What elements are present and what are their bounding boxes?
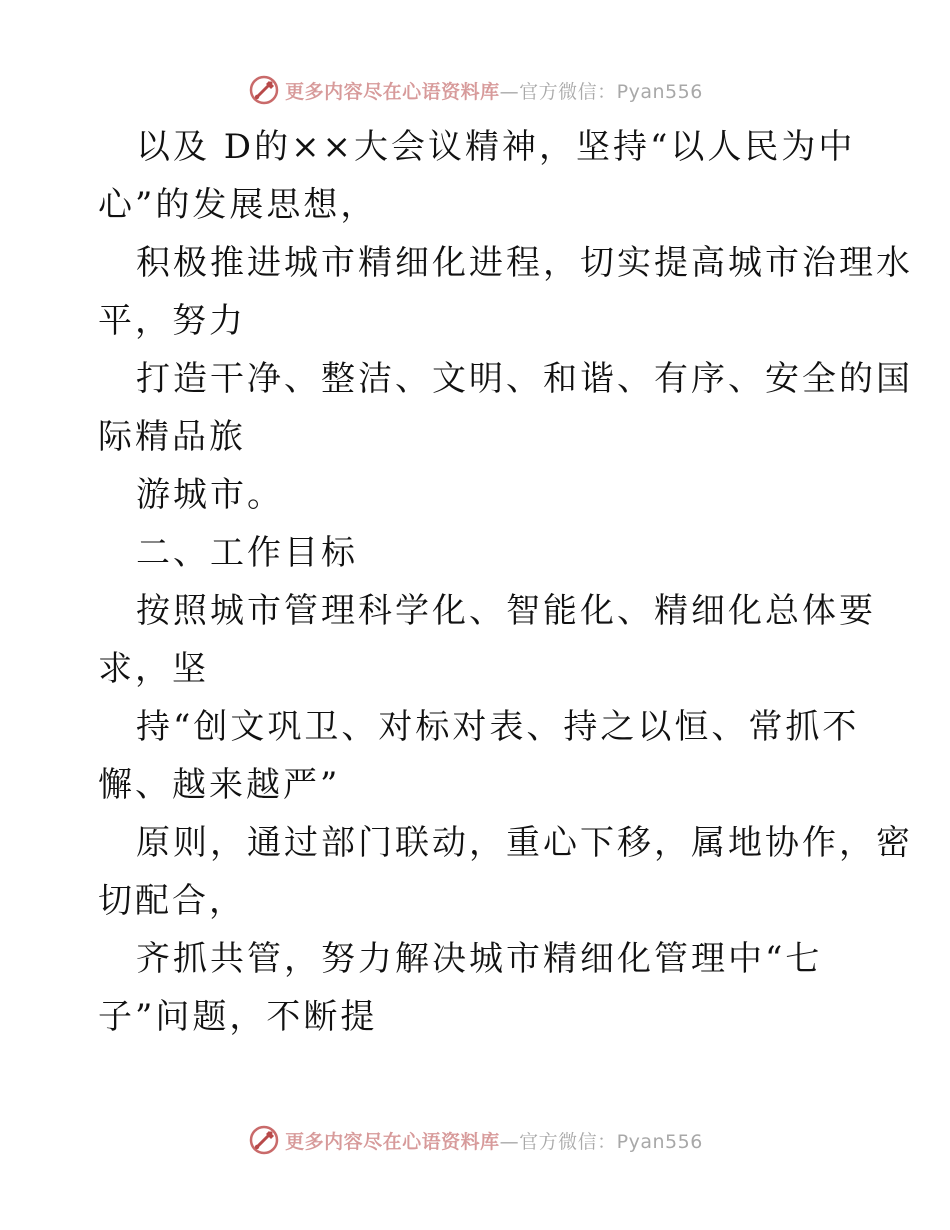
- document-body: [98, 118, 913, 1046]
- text-line: 游城市。: [136, 475, 284, 515]
- watermark-main-text: 更多内容尽在心语资料库: [285, 80, 500, 103]
- section-heading: 二、工作目标: [136, 533, 358, 573]
- text-line: 切配合，: [98, 881, 246, 921]
- text-line: 原则，通过部门联动，重心下移，属地协作，密: [136, 823, 913, 863]
- text-line: 以及 D的××大会议精神，坚持“以人民为中: [136, 127, 856, 167]
- footer-watermark: [0, 1120, 950, 1160]
- text-line: 际精品旅: [98, 417, 246, 457]
- text-line: 懈、越来越严”: [98, 765, 341, 805]
- text-line: 平，努力: [98, 301, 246, 341]
- watermark-sub-text: —官方微信：Pyan556: [499, 1130, 703, 1153]
- text-line: 持“创文巩卫、对标对表、持之以恒、常抓不: [136, 707, 860, 747]
- brush-logo-icon: [247, 73, 281, 107]
- text-line: 齐抓共管，努力解决城市精细化管理中“七: [136, 939, 823, 979]
- brush-logo-icon: [247, 1123, 281, 1157]
- watermark-main-text: 更多内容尽在心语资料库: [285, 1130, 500, 1153]
- header-watermark: [0, 70, 950, 110]
- text-line: 子”问题，不断提: [98, 997, 378, 1037]
- text-line: 打造干净、整洁、文明、和谐、有序、安全的国: [136, 359, 913, 399]
- text-line: 心”的发展思想，: [98, 185, 378, 225]
- text-line: 积极推进城市精细化进程，切实提高城市治理水: [136, 243, 913, 283]
- text-line: 按照城市管理科学化、智能化、精细化总体要: [136, 591, 876, 631]
- watermark-sub-text: —官方微信：Pyan556: [499, 80, 703, 103]
- text-line: 求，坚: [98, 649, 209, 689]
